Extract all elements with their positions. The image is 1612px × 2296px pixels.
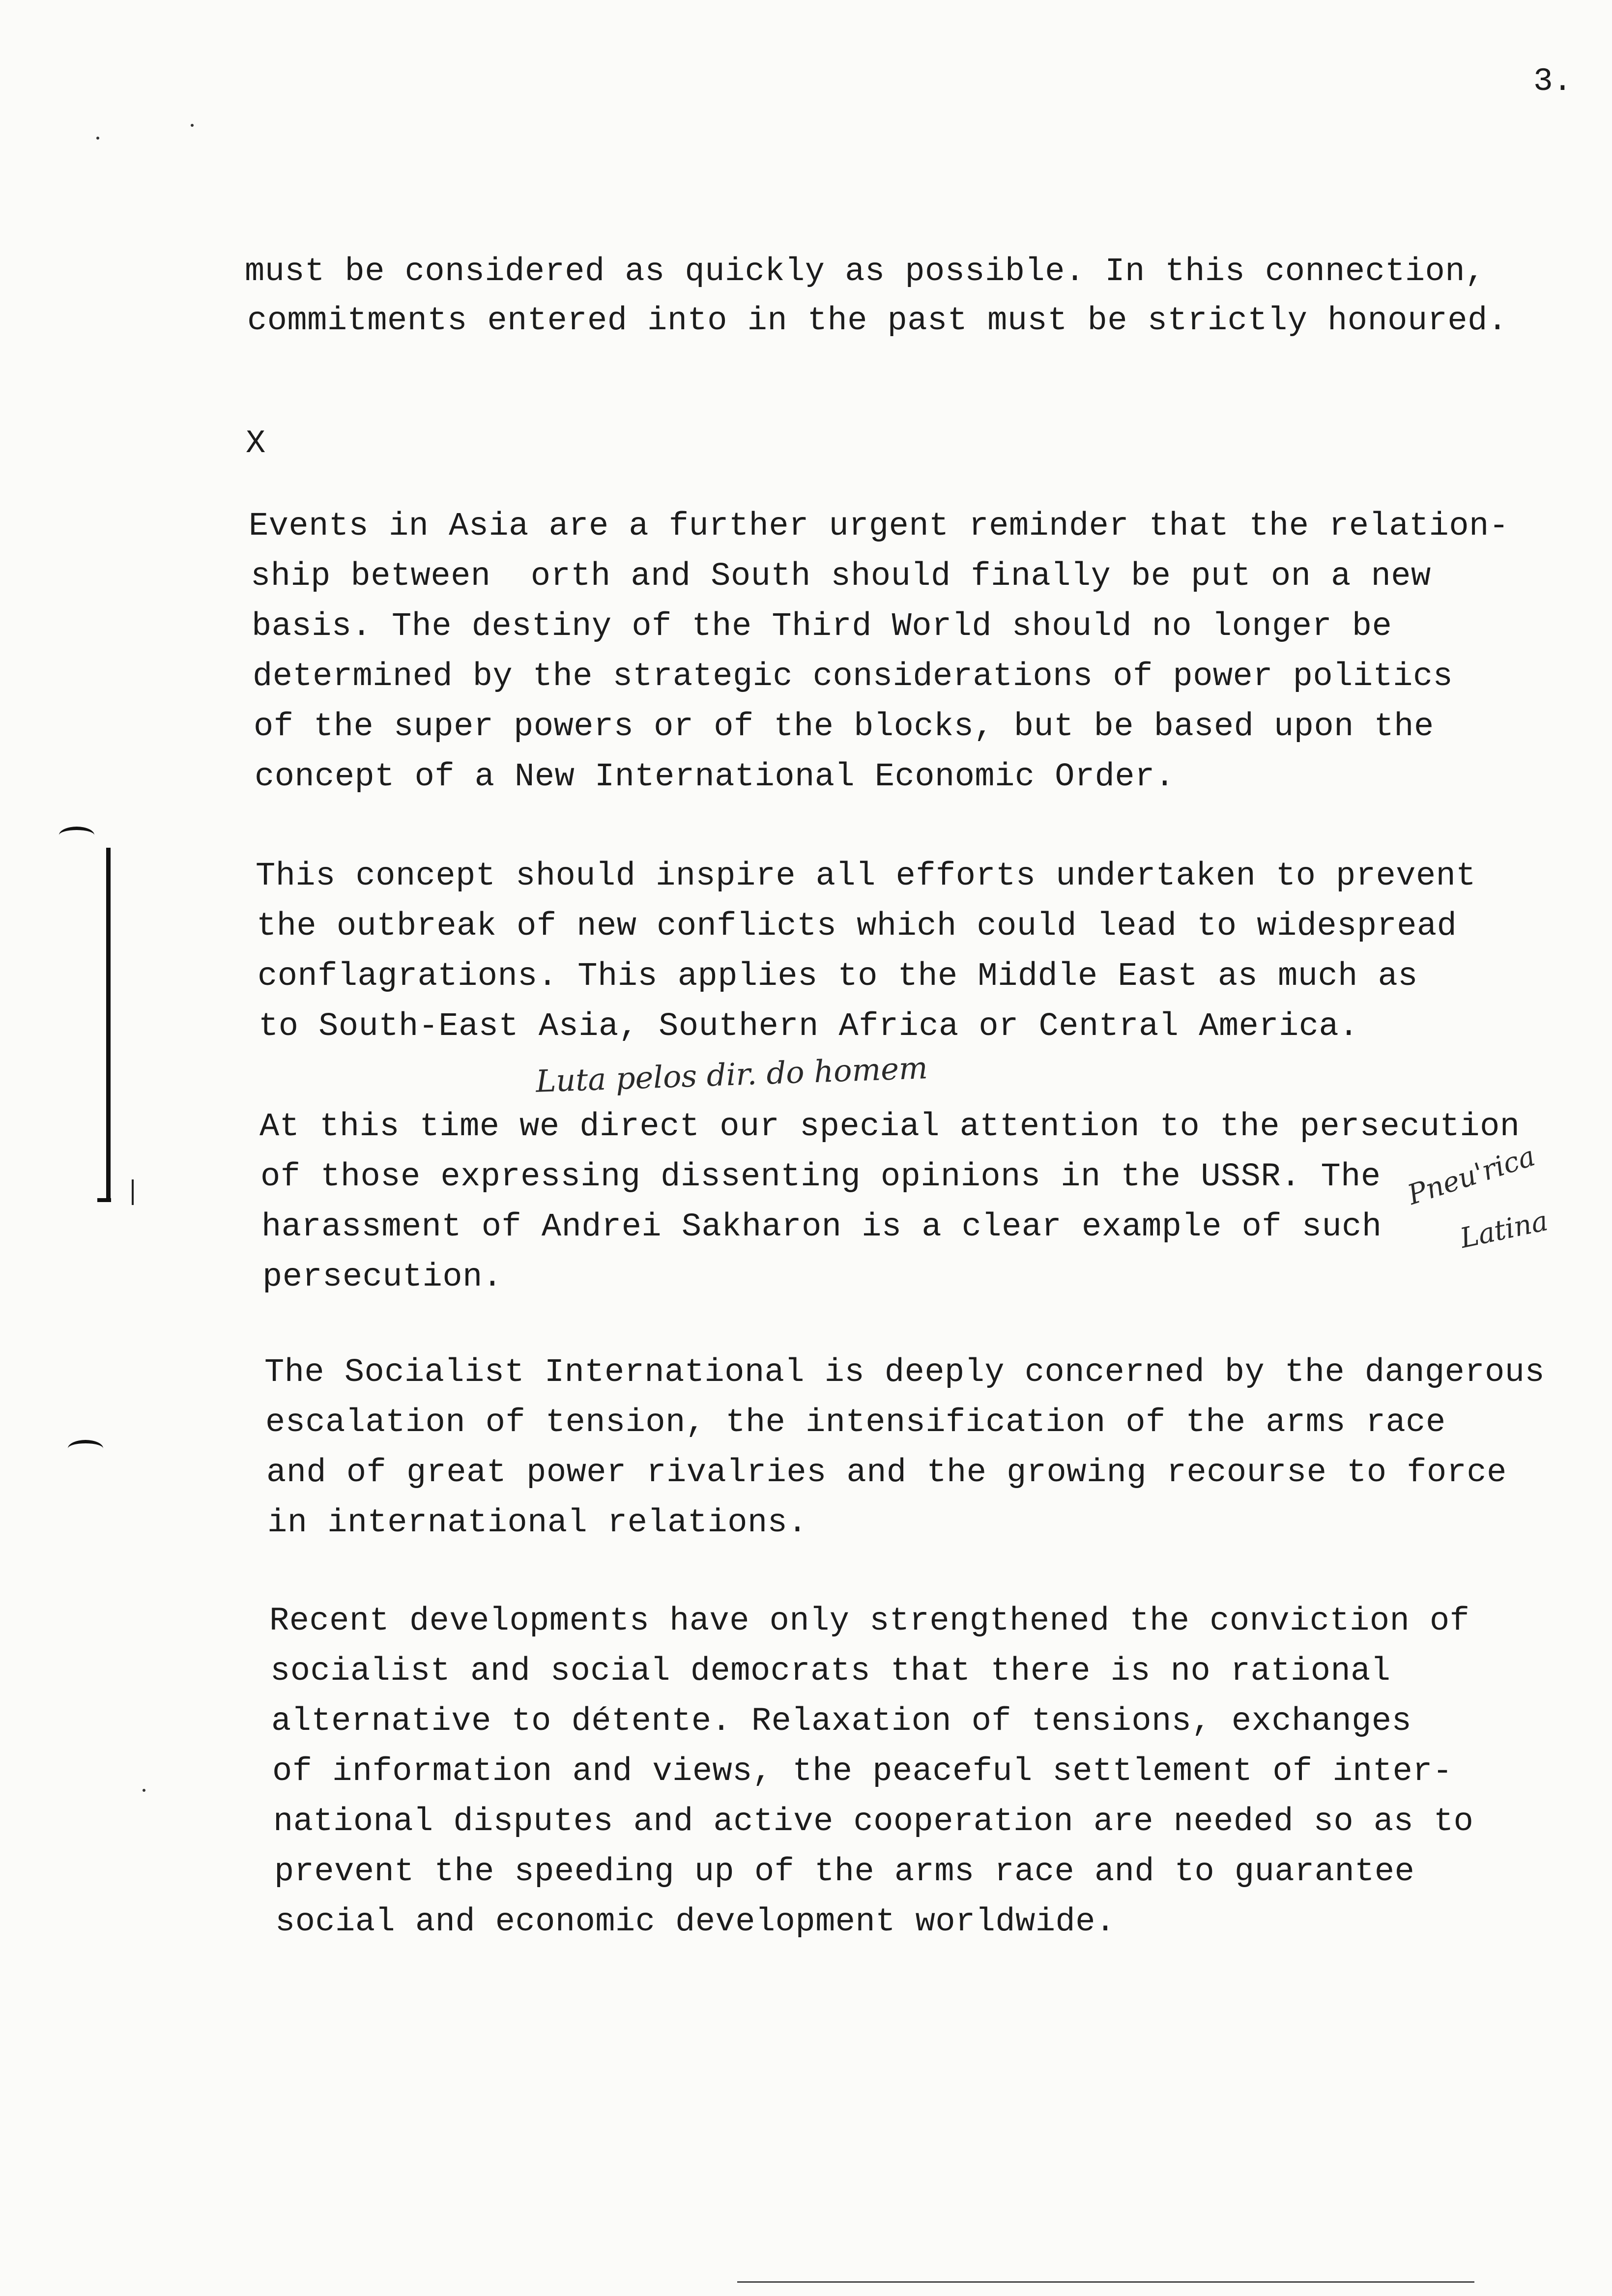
text-line: of those expressing dissenting opinions in the USSR. The xyxy=(260,1158,1381,1196)
text-line: determined by the strategic considerations of power politics xyxy=(253,658,1453,695)
text-line: The Socialist International is deeply concerned by the dangerous xyxy=(264,1354,1545,1391)
section-marker: X xyxy=(246,425,266,462)
margin-line-foot xyxy=(97,1198,111,1202)
text-line: to South-East Asia, Southern Africa or Central America. xyxy=(259,1008,1359,1045)
text-line: conflagrations. This applies to the Middle East as much as xyxy=(258,958,1418,995)
text-line: Recent developments have only strengthened the conviction of xyxy=(269,1603,1470,1640)
text-line: This concept should inspire all efforts undertaken to prevent xyxy=(256,858,1476,895)
page-bottom-rule xyxy=(737,2281,1474,2283)
text-line: alternative to détente. Relaxation of tensions, exchanges xyxy=(271,1703,1412,1740)
text-line: and of great power rivalries and the growing recourse to force xyxy=(266,1454,1507,1492)
margin-bracket-top xyxy=(59,827,94,844)
text-line: harassment of Andrei Sakharon is a clear example of such xyxy=(261,1208,1382,1246)
text-line: of information and views, the peaceful settlement of inter- xyxy=(272,1753,1453,1790)
text-line: escalation of tension, the intensification of the arms race xyxy=(265,1404,1446,1441)
text-line: socialist and social democrats that there is no rational xyxy=(270,1653,1391,1690)
text-line: social and economic development worldwide. xyxy=(275,1903,1116,1941)
text-line: At this time we direct our special attention to the persecution xyxy=(259,1108,1520,1146)
text-line: prevent the speeding up of the arms race and to guarantee xyxy=(274,1853,1415,1891)
text-line: Events in Asia are a further urgent reminder that the relation- xyxy=(249,508,1509,545)
text-line: commitments entered into in the past must be strictly honoured. xyxy=(247,302,1508,340)
handwritten-margin-note: Latina xyxy=(1457,1205,1551,1255)
handwritten-annotation: Luta pelos dir. do homem xyxy=(535,1050,928,1099)
text-line: basis. The destiny of the Third World should no longer be xyxy=(252,608,1392,645)
text-line: persecution. xyxy=(262,1259,503,1296)
margin-mark xyxy=(68,1440,103,1457)
text-line: must be considered as quickly as possible. In this connection, xyxy=(245,253,1485,290)
page-number: 3. xyxy=(1533,63,1573,100)
handwritten-margin-note: Pneu'rica xyxy=(1404,1140,1539,1211)
text-line: the outbreak of new conflicts which could lead to widespread xyxy=(257,908,1457,945)
scan-speck xyxy=(191,124,194,127)
text-line: national disputes and active cooperation are needed so as to xyxy=(273,1803,1474,1840)
text-line: in international relations. xyxy=(267,1504,808,1542)
scan-speck xyxy=(96,137,99,140)
text-line: ship between orth and South should finally be put on a new xyxy=(251,558,1431,595)
text-line: concept of a New International Economic Order. xyxy=(255,758,1175,796)
margin-line xyxy=(106,848,111,1202)
text-line: of the super powers or of the blocks, but be based upon the xyxy=(254,708,1434,746)
margin-tick xyxy=(132,1179,134,1205)
scan-speck xyxy=(143,1789,145,1792)
